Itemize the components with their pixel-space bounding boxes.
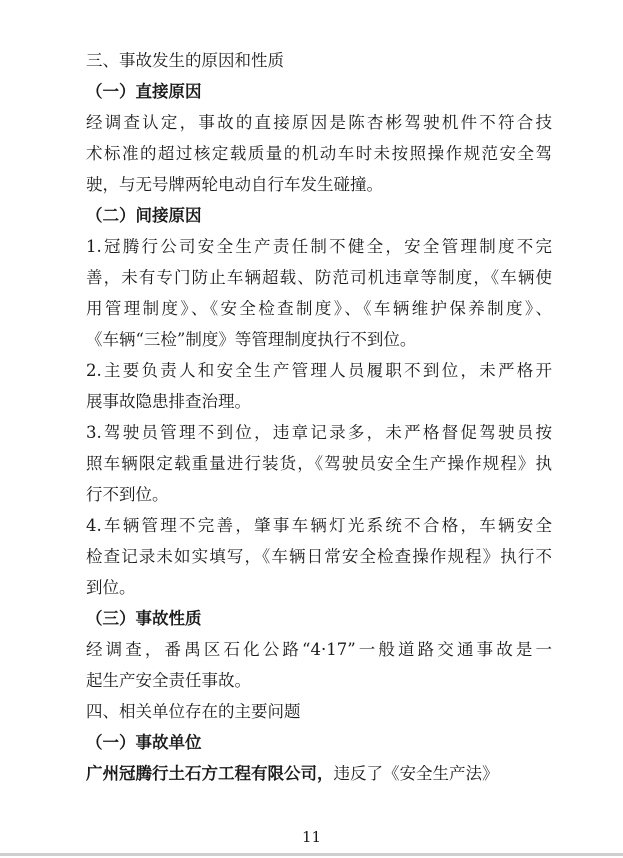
- paragraph-line: 3.驾驶员管理不到位，违章记录多，未严格督促驾驶员按: [86, 423, 552, 442]
- paragraph-line: 照车辆限定载重量进行装货，《驾驶员安全生产操作规程》执: [86, 454, 552, 473]
- paragraph-line: 术标准的超过核定载质量的机动车时未按照操作规范安全驾: [86, 144, 552, 163]
- page-number: 11: [301, 828, 322, 846]
- paragraph-line: 经调查认定，事故的直接原因是陈杏彬驾驶机件不符合技: [86, 113, 552, 132]
- paragraph-line: 到位。: [86, 578, 136, 597]
- bottom-edge-shadow: [0, 853, 623, 856]
- subsection-heading: （一）直接原因: [86, 82, 202, 101]
- paragraph-line: 4.车辆管理不完善，肇事车辆灯光系统不合格，车辆安全: [86, 516, 552, 535]
- company-name: 广州冠腾行土石方工程有限公司，: [86, 764, 334, 783]
- section-heading: 四、相关单位存在的主要问题: [86, 702, 301, 721]
- paragraph-line: 善，未有专门防止车辆超载、防范司机违章等制度，《车辆使: [86, 268, 552, 287]
- paragraph-line: 展事故隐患排查治理。: [86, 392, 251, 411]
- paragraph-line: 检查记录未如实填写，《车辆日常安全检查操作规程》执行不: [86, 547, 552, 566]
- subsection-heading: （三）事故性质: [86, 609, 202, 628]
- paragraph-line: 起生产安全责任事故。: [86, 671, 251, 690]
- paragraph-line: 用管理制度》、《安全检查制度》、《车辆维护保养制度》、: [86, 299, 552, 318]
- paragraph-line: 行不到位。: [86, 485, 169, 504]
- section-heading: 三、事故发生的原因和性质: [86, 51, 284, 70]
- paragraph-line: 经调查，番禺区石化公路“4·17”一般道路交通事故是一: [86, 640, 552, 659]
- paragraph-line: [86, 763, 499, 785]
- paragraph-line: 《车辆“三检”制度》等管理制度执行不到位。: [86, 330, 417, 349]
- paragraph-line: 驶，与无号牌两轮电动自行车发生碰撞。: [86, 175, 383, 194]
- subsection-heading: （二）间接原因: [86, 206, 202, 225]
- paragraph-line: 1.冠腾行公司安全生产责任制不健全，安全管理制度不完: [86, 237, 552, 256]
- paragraph-text: 违反了《安全生产法》: [333, 764, 499, 783]
- subsection-heading: （一）事故单位: [86, 733, 202, 752]
- paragraph-line: 2.主要负责人和安全生产管理人员履职不到位，未严格开: [86, 361, 552, 380]
